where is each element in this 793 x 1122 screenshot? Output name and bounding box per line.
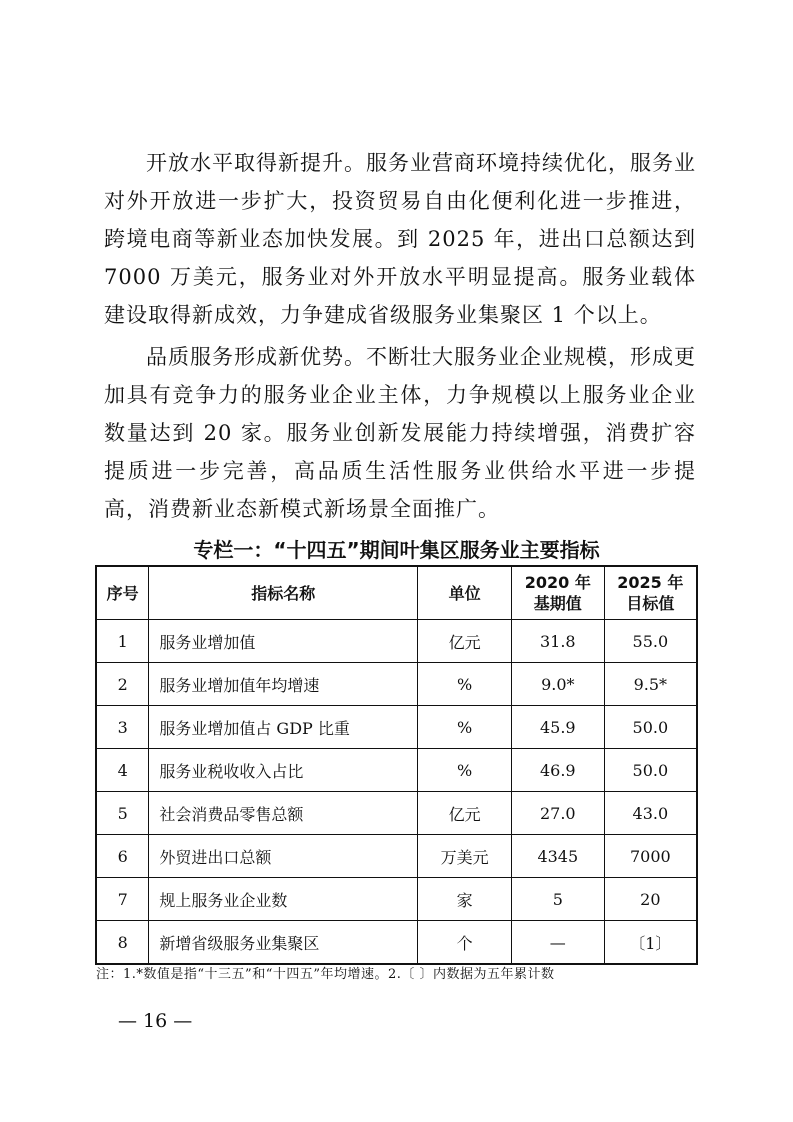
cell-index: 6 bbox=[96, 835, 149, 878]
cell-index: 7 bbox=[96, 878, 149, 921]
cell-index: 5 bbox=[96, 792, 149, 835]
cell-base: — bbox=[511, 921, 604, 965]
cell-base: 9.0* bbox=[511, 663, 604, 706]
table-row bbox=[96, 878, 697, 921]
cell-name: 新增省级服务业集聚区 bbox=[149, 921, 418, 965]
paragraph-quality-service bbox=[104, 338, 696, 528]
paragraph-opening-up bbox=[104, 144, 696, 334]
header-target-label: 目标值 bbox=[626, 594, 675, 613]
header-base-year: 2020 年 bbox=[524, 573, 591, 592]
cell-name: 服务业增加值年均增速 bbox=[149, 663, 418, 706]
cell-target: 50.0 bbox=[604, 749, 697, 792]
cell-name: 服务业税收收入占比 bbox=[149, 749, 418, 792]
cell-target: 43.0 bbox=[604, 792, 697, 835]
cell-base: 31.8 bbox=[511, 620, 604, 663]
table-note: 注：1.*数值是指“十三五”和“十四五”年均增速。2.〔 〕内数据为五年累计数 bbox=[96, 967, 555, 982]
table-row bbox=[96, 792, 697, 835]
cell-target: 50.0 bbox=[604, 706, 697, 749]
cell-base: 45.9 bbox=[511, 706, 604, 749]
header-index: 序号 bbox=[96, 566, 149, 620]
cell-unit: % bbox=[418, 749, 512, 792]
cell-unit: % bbox=[418, 706, 512, 749]
cell-unit: 个 bbox=[418, 921, 512, 965]
cell-unit: 亿元 bbox=[418, 620, 512, 663]
indicators-table bbox=[95, 565, 698, 965]
header-base bbox=[511, 566, 604, 620]
table-row bbox=[96, 620, 697, 663]
cell-base: 5 bbox=[511, 878, 604, 921]
cell-base: 46.9 bbox=[511, 749, 604, 792]
cell-unit: 家 bbox=[418, 878, 512, 921]
header-name: 指标名称 bbox=[149, 566, 418, 620]
cell-unit: 万美元 bbox=[418, 835, 512, 878]
cell-name: 服务业增加值 bbox=[149, 620, 418, 663]
cell-base: 27.0 bbox=[511, 792, 604, 835]
table-row bbox=[96, 706, 697, 749]
cell-index: 4 bbox=[96, 749, 149, 792]
cell-index: 2 bbox=[96, 663, 149, 706]
cell-target: 〔1〕 bbox=[604, 921, 697, 965]
cell-name: 社会消费品零售总额 bbox=[149, 792, 418, 835]
header-base-label: 基期值 bbox=[533, 594, 582, 613]
table-row bbox=[96, 921, 697, 965]
cell-target: 20 bbox=[604, 878, 697, 921]
paragraph-text: 开放水平取得新提升。服务业营商环境持续优化，服务业对外开放进一步扩大，投资贸易自由化便利化进一步推进，跨境电商等新业态加快发展。到 2025 年，进出口总额达到 7000 万美元，服务业对外开放水平明显提高。服务业载体建设取得新成效，力争建成省级服务业集聚区 1 个以上。 bbox=[104, 151, 696, 327]
header-unit: 单位 bbox=[418, 566, 512, 620]
table-row bbox=[96, 749, 697, 792]
header-target bbox=[604, 566, 697, 620]
cell-index: 3 bbox=[96, 706, 149, 749]
page-number: — 16 — bbox=[118, 1010, 193, 1032]
cell-target: 9.5* bbox=[604, 663, 697, 706]
cell-unit: 亿元 bbox=[418, 792, 512, 835]
table-title: 专栏一：“十四五”期间叶集区服务业主要指标 bbox=[193, 538, 600, 562]
cell-target: 7000 bbox=[604, 835, 697, 878]
cell-index: 1 bbox=[96, 620, 149, 663]
cell-base: 4345 bbox=[511, 835, 604, 878]
cell-index: 8 bbox=[96, 921, 149, 965]
table-row bbox=[96, 663, 697, 706]
cell-unit: % bbox=[418, 663, 512, 706]
cell-name: 服务业增加值占 GDP 比重 bbox=[149, 706, 418, 749]
table-row bbox=[96, 835, 697, 878]
paragraph-text: 品质服务形成新优势。不断壮大服务业企业规模，形成更加具有竞争力的服务业企业主体，力争规模以上服务业企业数量达到 20 家。服务业创新发展能力持续增强，消费扩容提质进一步完善，高品质生活性服务业供给水平进一步提高，消费新业态新模式新场景全面推广。 bbox=[104, 345, 696, 521]
cell-target: 55.0 bbox=[604, 620, 697, 663]
header-target-year: 2025 年 bbox=[617, 573, 684, 592]
table-header-row bbox=[96, 566, 697, 620]
cell-name: 外贸进出口总额 bbox=[149, 835, 418, 878]
cell-name: 规上服务业企业数 bbox=[149, 878, 418, 921]
